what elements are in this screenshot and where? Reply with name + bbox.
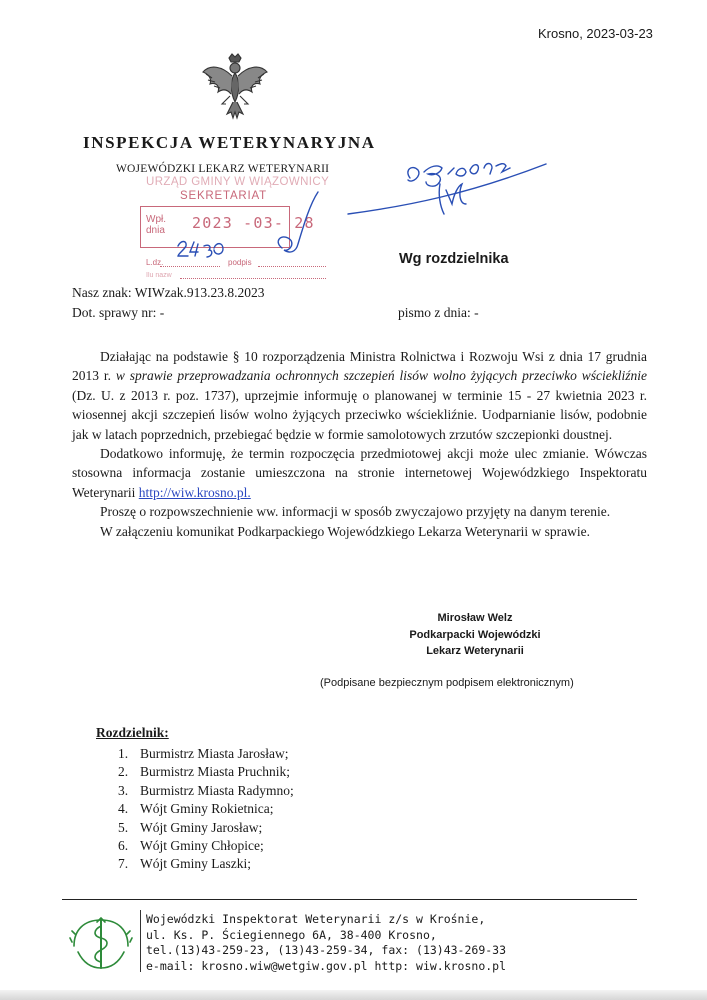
- body-text: Działając na podstawie § 10 rozporządzenia Ministra Rolnictwa i Rozwoju Wsi z dnia 17 grudnia 2013 r.: [72, 349, 647, 384]
- list-text: Wójt Gminy Jarosław;: [140, 819, 263, 835]
- list-number: 1.: [118, 746, 129, 761]
- body-paragraph: Proszę o rozpowszechnienie ww. informacji w sposób zwyczajowo przyjęty na danym terenie.: [100, 504, 611, 520]
- stamp-dnia-label: dnia: [146, 225, 165, 236]
- list-number: 7.: [118, 856, 129, 872]
- ink-slash-line: [348, 164, 546, 214]
- body-paragraph: [72, 444, 647, 502]
- body-paragraph: W załączeniu komunikat Podkarpackiego Wojewódzkiego Lekarza Weterynarii w sprawie.: [100, 523, 591, 539]
- list-text: Wójt Gminy Rokietnica;: [140, 801, 274, 817]
- distribution-title: Rozdzielnik:: [96, 725, 169, 740]
- stamp-wpl-label: Wpł.: [146, 214, 166, 225]
- stamp-podpis-label: podpis: [228, 258, 252, 267]
- electronic-signature-note: (Podpisane bezpiecznym podpisem elektronicznym): [320, 677, 574, 689]
- footer-separator: [140, 910, 141, 972]
- list-number: 6.: [118, 838, 129, 854]
- stamp-office-name: URZĄD GMINY W WIĄZOWNICY: [146, 176, 330, 188]
- letter-date-ref: pismo z dnia: -: [398, 305, 479, 320]
- letter-body: [72, 347, 647, 541]
- handwritten-signature: [408, 164, 510, 215]
- body-text: Dodatkowo informuję, że termin rozpoczęcia przedmiotowej akcji może ulec zmianie. Wówczas stosowna informacja zostanie umieszczona na stronie internetowej Wojewódzkiego Inspektoratu Weterynarii: [72, 446, 647, 500]
- list-text: Burmistrz Miasta Pruchnik;: [140, 764, 290, 780]
- website-link[interactable]: http://wiw.krosno.pl.: [138, 484, 251, 500]
- signatory-title: Podkarpacki Wojewódzki: [409, 628, 541, 641]
- reference-number: Nasz znak: WIWzak.913.23.8.2023: [72, 285, 265, 300]
- body-text: (Dz. U. z 2013 r. poz. 1737), uprzejmie informuję o planowanej w terminie 15 - 27 kwietnia 2023 r. wiosennej akcji szczepień lisów wolno żyjących przeciwko wściekliźnie. Uodparnianie lisów, podobnie jak w latach poprzednich, przebiegać będzie w formie samolotowych zrzutów szczepionki doustnej.: [72, 387, 647, 442]
- signatory-name: Mirosław Welz: [437, 612, 513, 624]
- list-number: 5.: [118, 819, 129, 835]
- case-number: Dot. sprawy nr: -: [72, 305, 165, 320]
- org-name: INSPEKCJA WETERYNARYJNA: [83, 133, 376, 152]
- polish-eagle-emblem-icon: [200, 52, 270, 124]
- org-subtitle: WOJEWÓDZKI LEKARZ WETERYNARII: [116, 163, 330, 175]
- veterinary-caduceus-icon: [66, 912, 136, 972]
- footer-line: ul. Ks. P. Ściegiennego 6A, 38-400 Krosno,: [146, 927, 437, 942]
- list-number: 3.: [118, 782, 129, 798]
- footer-divider: [62, 899, 637, 900]
- body-paragraph: [72, 347, 647, 444]
- list-text: Wójt Gminy Chłopice;: [140, 838, 264, 854]
- recipient-heading: Wg rozdzielnika: [399, 251, 509, 267]
- distribution-list: [118, 745, 294, 874]
- footer-line: tel.(13)43-259-23, (13)43-259-34, fax: (13)43-269-33: [146, 943, 507, 958]
- regulation-title: w sprawie przeprowadzania ochronnych szczepień lisów wolno żyjących przeciwko wściekliźnie: [115, 368, 647, 384]
- stamp-attachments-label: Ilu nazw: [146, 272, 172, 279]
- stamp-date: 2023 -03- 28: [192, 214, 315, 232]
- document-date: Krosno, 2023-03-23: [538, 26, 653, 41]
- footer-line: Wojewódzki Inspektorat Weterynarii z/s w Krośnie,: [146, 912, 486, 926]
- list-item: [118, 763, 294, 781]
- handwritten-registration-number: [178, 242, 223, 258]
- signatory-block: [360, 610, 590, 660]
- list-item: [118, 782, 294, 800]
- list-item: [118, 837, 294, 855]
- list-number: 4.: [118, 801, 129, 817]
- stamp-department: SEKRETARIAT: [180, 190, 267, 202]
- list-text: Wójt Gminy Laszki;: [140, 856, 251, 872]
- list-item: [118, 819, 294, 837]
- stamp-ldz-label: L.dz.: [146, 258, 164, 267]
- list-item: [118, 800, 294, 818]
- scan-edge: [0, 990, 707, 1000]
- list-item: [118, 855, 294, 873]
- list-text: Burmistrz Miasta Radymno;: [140, 782, 294, 798]
- list-number: 2.: [118, 764, 129, 780]
- list-text: Burmistrz Miasta Jarosław;: [140, 746, 289, 761]
- footer-contact: [146, 912, 506, 974]
- list-item: [118, 745, 294, 763]
- stamp-received-label: [146, 214, 166, 236]
- handwritten-check-mark: [278, 192, 318, 252]
- footer-line: e-mail: krosno.wiw@wetgiw.gov.pl http: wiw.krosno.pl: [146, 958, 507, 973]
- signatory-title: Lekarz Weterynarii: [426, 645, 524, 657]
